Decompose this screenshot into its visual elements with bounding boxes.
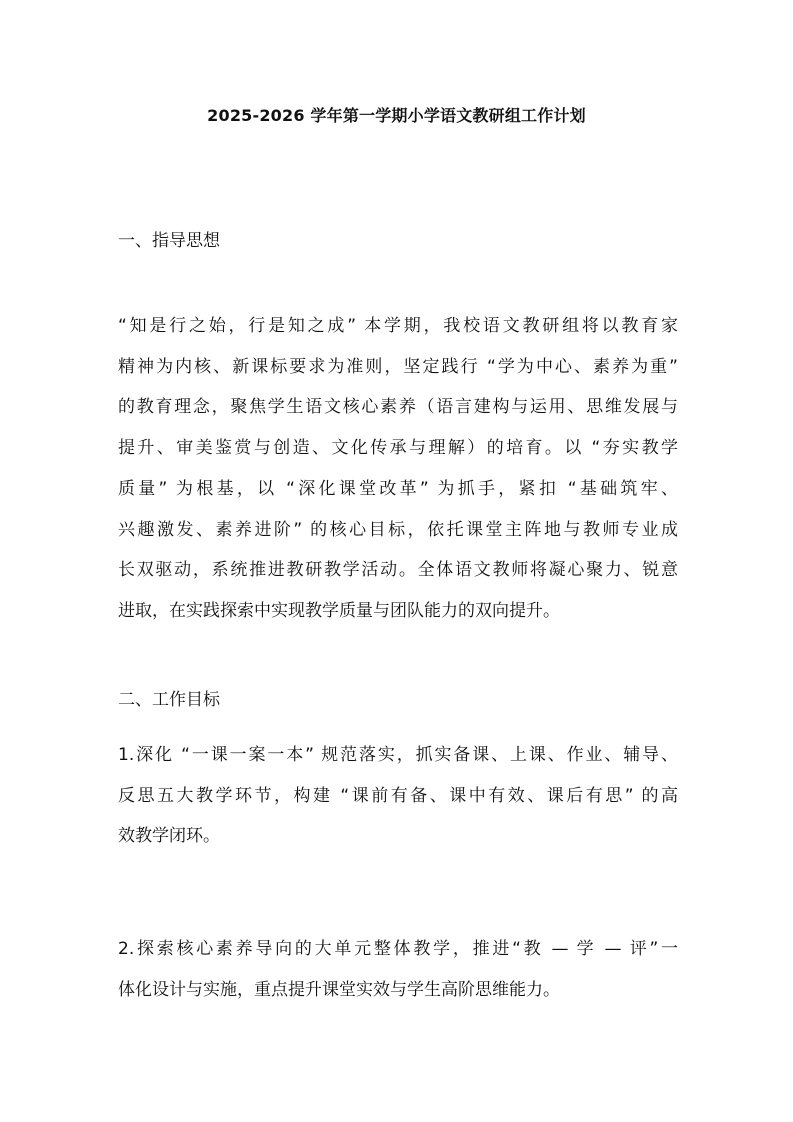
- paragraph-line: 提升、审美鉴赏与创造、文化传承与理解）的培育。以 “夯实教学: [118, 438, 678, 459]
- paragraph-line: 长双驱动，系统推进教研教学活动。全体语文教师将凝心聚力、锐意: [118, 560, 678, 581]
- paragraph-line: 质量” 为根基，以 “深化课堂改革” 为抓手，紧扣 “基础筑牢、: [118, 478, 678, 499]
- paragraph-goal-2: [118, 929, 678, 1010]
- paragraph-line: 体化设计与实施，重点提升课堂实效与学生高阶思维能力。: [118, 979, 560, 1000]
- paragraph-line: 进取，在实践探索中实现教学质量与团队能力的双向提升。: [118, 600, 560, 621]
- paragraph-goal-1: [118, 735, 678, 857]
- paragraph-guiding-ideology: [118, 306, 678, 632]
- paragraph-line: “知是行之始，行是知之成” 本学期，我校语文教研组将以教育家: [118, 316, 678, 336]
- paragraph-line: 1.深化 “一课一案一本” 规范落实，抓实备课、上课、作业、辅导、: [118, 745, 678, 765]
- paragraph-line: 2.探索核心素养导向的大单元整体教学，推进“教 — 学 — 评”一: [118, 939, 678, 959]
- paragraph-line: 效教学闭环。: [118, 826, 220, 847]
- paragraph-line: 精神为内核、新课标要求为准则，坚定践行 “学为中心、素养为重”: [118, 356, 678, 377]
- paragraph-line: 反思五大教学环节，构建 “课前有备、课中有效、课后有思” 的高: [118, 785, 678, 806]
- section-heading-guiding-ideology: 一、指导思想: [118, 231, 220, 251]
- paragraph-line: 的教育理念，聚焦学生语文核心素养（语言建构与运用、思维发展与: [118, 397, 678, 418]
- paragraph-line: 兴趣激发、素养进阶” 的核心目标，依托课堂主阵地与教师专业成: [118, 519, 678, 540]
- section-heading-work-goals: 二、工作目标: [118, 690, 220, 710]
- document-title: 2025-2026 学年第一学期小学语文教研组工作计划: [207, 106, 586, 125]
